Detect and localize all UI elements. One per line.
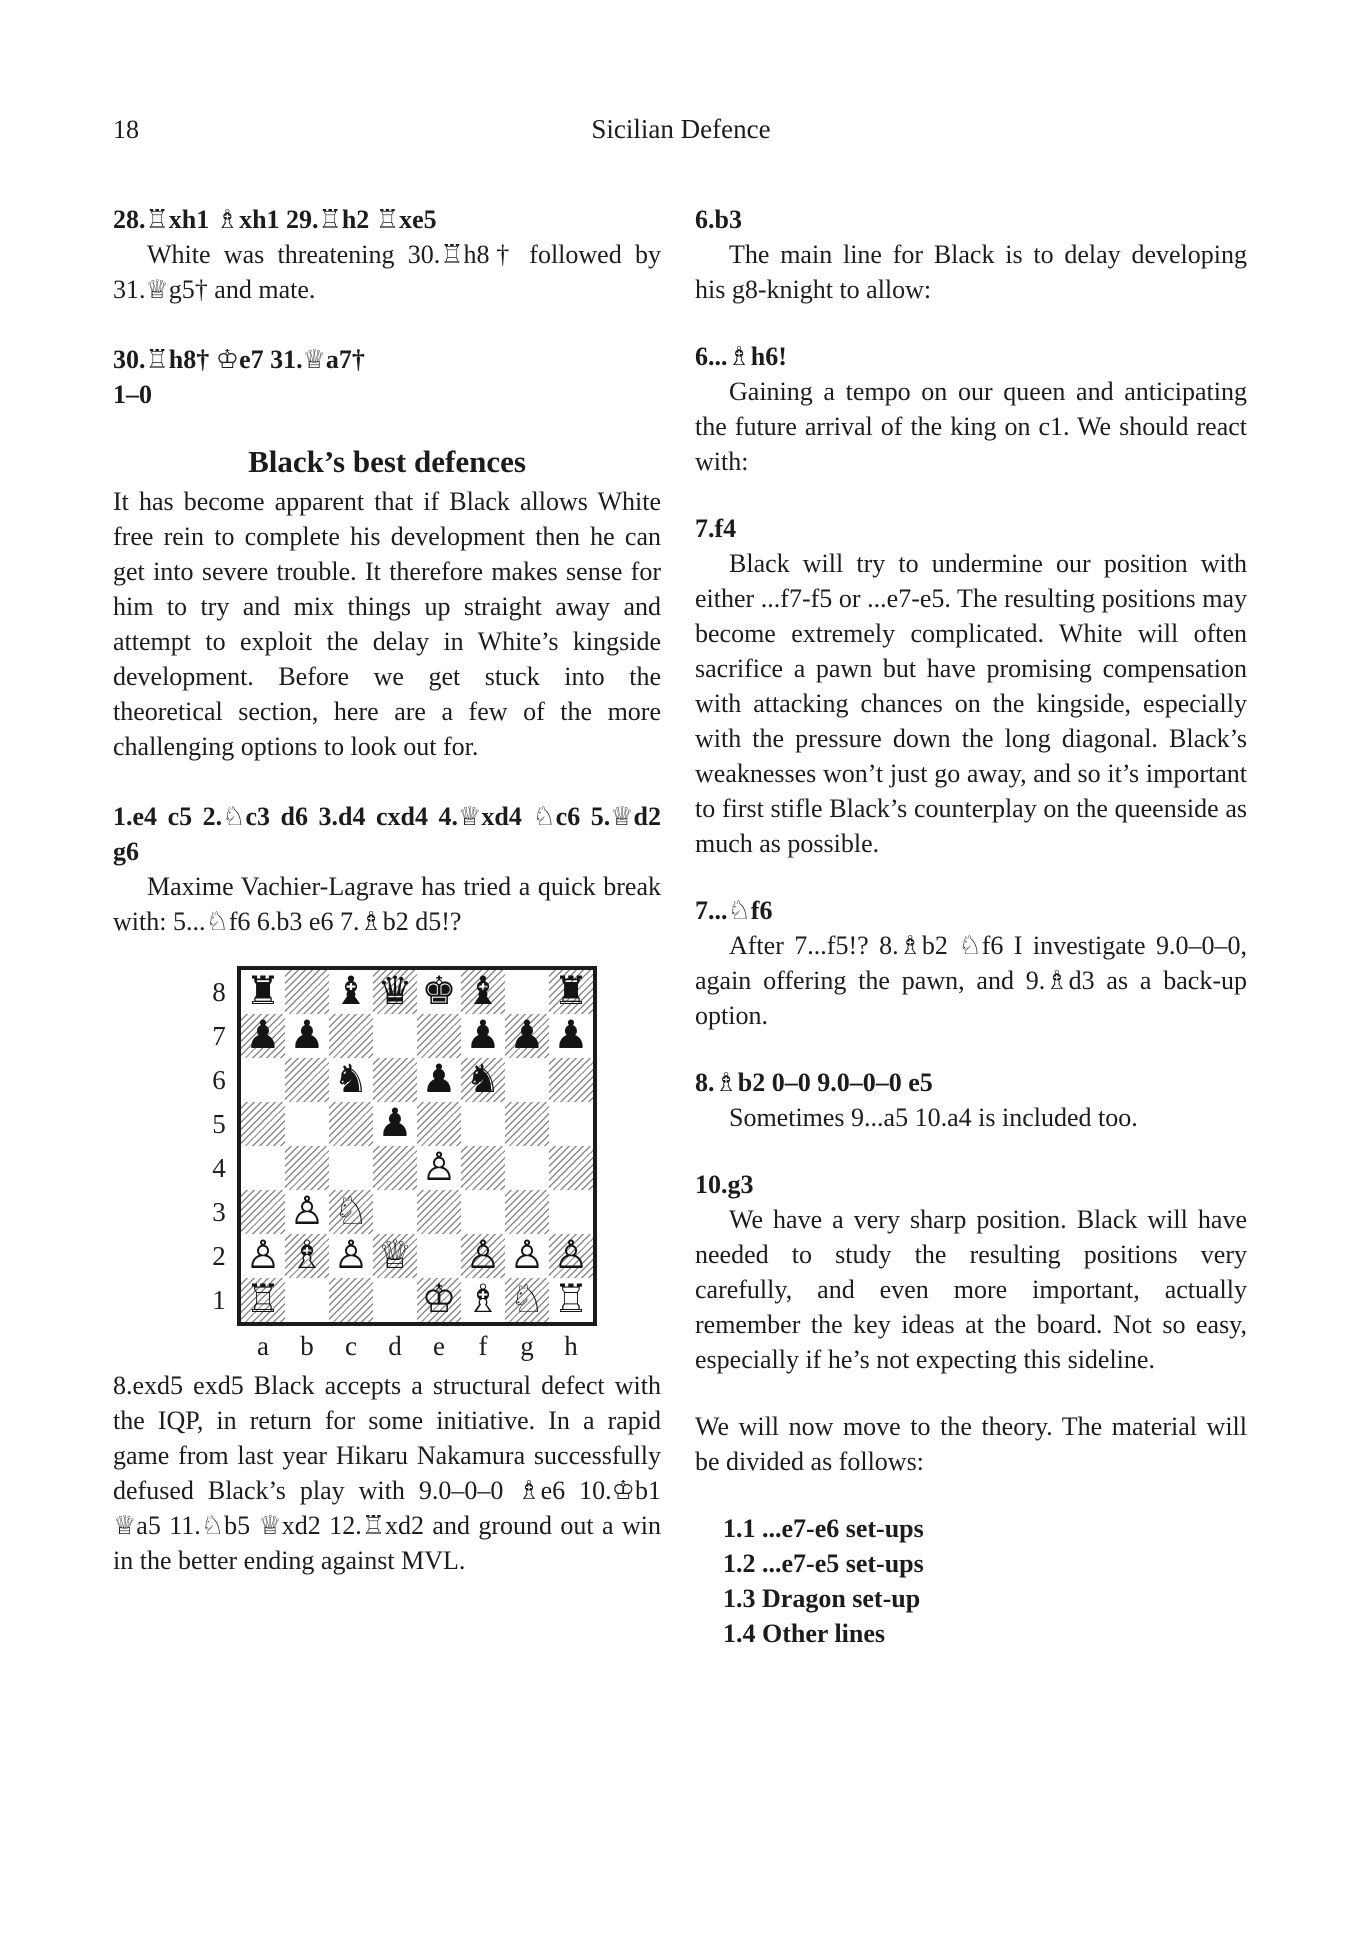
- board-square: [417, 970, 461, 1014]
- board-square: [505, 1234, 549, 1278]
- board-square: [505, 1014, 549, 1058]
- board-square: [329, 1058, 373, 1102]
- move-line-mainline: 1.e4 c5 2.♘c3 d6 3.d4 cxd4 4.♕xd4 ♘c6 5.♕d2 g6: [113, 802, 661, 866]
- chess-piece: ♔: [421, 1277, 457, 1322]
- right-column: [695, 202, 1247, 1651]
- chess-piece: ♙: [333, 1233, 369, 1278]
- file-label: a: [257, 1331, 269, 1361]
- toc-item-2: 1.2 ...e7-e5 set-ups: [723, 1549, 924, 1578]
- file-label: c: [345, 1331, 357, 1361]
- board-square: [329, 1014, 373, 1058]
- paragraph-10g3: We have a very sharp position. Black will have needed to study the resulting positions very carefully, and even more important, actually remember the key ideas at the board. Not so easy, especially if he’s not expecting this sideline.: [695, 1205, 1247, 1374]
- chess-piece: ♞: [333, 1057, 369, 1102]
- move-line-7nf6: 7...♘f6: [695, 896, 773, 925]
- chess-piece: ♟: [377, 1101, 413, 1146]
- board-square: [329, 1190, 373, 1234]
- chess-piece: ♟: [245, 1013, 281, 1058]
- board-square: [505, 1102, 549, 1146]
- file-labels: [201, 1326, 661, 1368]
- board-square: [373, 1234, 417, 1278]
- chess-piece: ♖: [245, 1277, 281, 1322]
- chess-piece: ♜: [553, 969, 589, 1014]
- chess-piece: ♙: [421, 1145, 457, 1190]
- board-square: [241, 1102, 285, 1146]
- move-line-7f4: 7.f4: [695, 514, 737, 543]
- board-square: [417, 1278, 461, 1322]
- chess-board: [201, 966, 661, 1368]
- file-label: d: [388, 1331, 402, 1361]
- paragraph-8bb2: Sometimes 9...a5 10.a4 is included too.: [729, 1103, 1138, 1132]
- board-square: [417, 1146, 461, 1190]
- move-line-10g3: 10.g3: [695, 1170, 754, 1199]
- board-square: [417, 1190, 461, 1234]
- move-line-6bh6: 6...♗h6!: [695, 342, 787, 371]
- board-square: [461, 970, 505, 1014]
- board-square: [373, 1102, 417, 1146]
- board-square: [373, 1190, 417, 1234]
- board-square: [241, 1146, 285, 1190]
- game-result: 1–0: [113, 380, 152, 409]
- board-square: [549, 970, 593, 1014]
- chess-piece: ♛: [377, 969, 413, 1014]
- chess-piece: ♗: [465, 1277, 501, 1322]
- board-square: [461, 1190, 505, 1234]
- board-square: [505, 1058, 549, 1102]
- board-square: [549, 1058, 593, 1102]
- board-square: [549, 1014, 593, 1058]
- chess-piece: ♝: [333, 969, 369, 1014]
- file-label: g: [520, 1331, 534, 1361]
- chess-piece: ♕: [377, 1233, 413, 1278]
- board-square: [549, 1278, 593, 1322]
- board-square: [417, 1234, 461, 1278]
- file-label: b: [300, 1331, 314, 1361]
- chess-piece: ♖: [553, 1277, 589, 1322]
- paragraph-7f4: Black will try to undermine our position with either ...f7-f5 or ...e7-e5. The resulting positions may become extremely complicated. White will often sacrifice a pawn but have promising compensation with attacking chances on the kingside, especially with the pressure down the long diagonal. Black’s weaknesses won’t just go away, and so it’s important to first stifle Black’s counterplay on the queenside as much as possible.: [695, 549, 1247, 858]
- board-square: [329, 970, 373, 1014]
- rank-label: 3: [212, 1197, 226, 1227]
- board-square: [329, 1102, 373, 1146]
- paragraph-intro: It has become apparent that if Black allows White free rein to complete his development then he can get into severe trouble. It therefore makes sense for him to try and mix things up straight away and attempt to exploit the delay in White’s kingside development. Before we get stuck into the theoretical section, here are a few of the more challenging options to look out for.: [113, 487, 661, 761]
- paragraph-7nf6: After 7...f5!? 8.♗b2 ♘f6 I investigate 9.0–0–0, again offering the pawn, and 9.♗d3 as a back-up option.: [695, 931, 1247, 1030]
- chess-piece: ♘: [509, 1277, 545, 1322]
- board-square: [417, 1058, 461, 1102]
- board-square: [549, 1234, 593, 1278]
- board-square: [373, 1058, 417, 1102]
- toc-item-4: 1.4 Other lines: [723, 1619, 886, 1648]
- board-square: [285, 1190, 329, 1234]
- chess-piece: ♗: [289, 1233, 325, 1278]
- rank-label: 7: [212, 1021, 226, 1051]
- board-square: [285, 970, 329, 1014]
- board-square: [329, 1146, 373, 1190]
- paragraph-threat: White was threatening 30.♖h8† followed by 31.♕g5† and mate.: [113, 240, 661, 304]
- board-square: [461, 1102, 505, 1146]
- rank-label: 2: [212, 1241, 226, 1271]
- chess-piece: ♙: [553, 1233, 589, 1278]
- rank-label: 8: [212, 977, 226, 1007]
- board-square: [285, 1146, 329, 1190]
- move-line-8bb2: 8.♗b2 0–0 9.0–0–0 e5: [695, 1068, 933, 1097]
- rank-labels: [201, 966, 237, 1326]
- board-square: [417, 1102, 461, 1146]
- board-square: [241, 1058, 285, 1102]
- toc-list: [723, 1511, 1247, 1651]
- rank-label: 6: [212, 1065, 226, 1095]
- section-heading: Black’s best defences: [248, 444, 526, 479]
- board-square: [329, 1278, 373, 1322]
- file-label: f: [478, 1331, 488, 1361]
- board-square: [241, 1234, 285, 1278]
- paragraph-iqp: 8.exd5 exd5 Black accepts a structural defect with the IQP, in return for some initiative. In a rapid game from last year Hikaru Nakamura successfully defused Black’s play with 9.0–0–0 ♗e6 10.♔b1 ♕a5 11.♘b5 ♕xd2 12.♖xd2 and ground out a win in the better ending against MVL.: [113, 1371, 661, 1575]
- move-line-28: 28.♖xh1 ♗xh1 29.♖h2 ♖xe5: [113, 205, 437, 234]
- chess-piece: ♟: [289, 1013, 325, 1058]
- board-square: [549, 1190, 593, 1234]
- chess-piece: ♙: [289, 1189, 325, 1234]
- board-square: [285, 1058, 329, 1102]
- board-square: [461, 1234, 505, 1278]
- board-square: [241, 1190, 285, 1234]
- board-square: [505, 970, 549, 1014]
- chess-piece: ♟: [465, 1013, 501, 1058]
- chess-piece: ♙: [245, 1233, 281, 1278]
- board-square: [241, 970, 285, 1014]
- board-square: [417, 1014, 461, 1058]
- board-square: [373, 1146, 417, 1190]
- file-label: h: [564, 1331, 578, 1361]
- board-square: [241, 1278, 285, 1322]
- paragraph-6bh6: Gaining a tempo on our queen and anticipating the future arrival of the king on c1. We should react with:: [695, 377, 1247, 476]
- toc-item-1: 1.1 ...e7-e6 set-ups: [723, 1514, 924, 1543]
- chess-piece: ♞: [465, 1057, 501, 1102]
- board-square: [285, 1014, 329, 1058]
- board-square: [505, 1278, 549, 1322]
- chess-piece: ♝: [465, 969, 501, 1014]
- left-column: [113, 202, 661, 1578]
- board-square: [285, 1102, 329, 1146]
- page-title: Sicilian Defence: [591, 114, 771, 144]
- page-number: 18: [113, 115, 139, 144]
- board-square: [241, 1014, 285, 1058]
- board-square: [285, 1278, 329, 1322]
- board-square: [461, 1014, 505, 1058]
- paragraph-mvl: Maxime Vachier-Lagrave has tried a quick break with: 5...♘f6 6.b3 e6 7.♗b2 d5!?: [113, 872, 661, 936]
- chess-piece: ♙: [509, 1233, 545, 1278]
- move-line-6b3: 6.b3: [695, 205, 742, 234]
- paragraph-theory: We will now move to the theory. The material will be divided as follows:: [695, 1412, 1247, 1476]
- paragraph-6b3: The main line for Black is to delay developing his g8-knight to allow:: [695, 240, 1247, 304]
- move-line-30: 30.♖h8† ♔e7 31.♕a7†: [113, 345, 365, 374]
- chess-piece: ♟: [421, 1057, 457, 1102]
- board-square: [461, 1146, 505, 1190]
- chess-piece: ♚: [421, 969, 457, 1014]
- board-square: [373, 1014, 417, 1058]
- rank-label: 4: [212, 1153, 226, 1183]
- board-square: [373, 1278, 417, 1322]
- board-square: [505, 1190, 549, 1234]
- board-square: [549, 1102, 593, 1146]
- board-square: [461, 1058, 505, 1102]
- board-square: [461, 1278, 505, 1322]
- chess-piece: ♜: [245, 969, 281, 1014]
- toc-item-3: 1.3 Dragon set-up: [723, 1584, 921, 1613]
- board-square: [373, 970, 417, 1014]
- board-square: [329, 1234, 373, 1278]
- rank-label: 5: [212, 1109, 226, 1139]
- rank-label: 1: [212, 1285, 226, 1315]
- board-square: [549, 1146, 593, 1190]
- chess-piece: ♟: [509, 1013, 545, 1058]
- board-square: [505, 1146, 549, 1190]
- board-grid: [237, 966, 597, 1326]
- board-square: [285, 1234, 329, 1278]
- chess-piece: ♙: [465, 1233, 501, 1278]
- chess-piece: ♟: [553, 1013, 589, 1058]
- chess-piece: ♘: [333, 1189, 369, 1234]
- file-label: e: [433, 1331, 445, 1361]
